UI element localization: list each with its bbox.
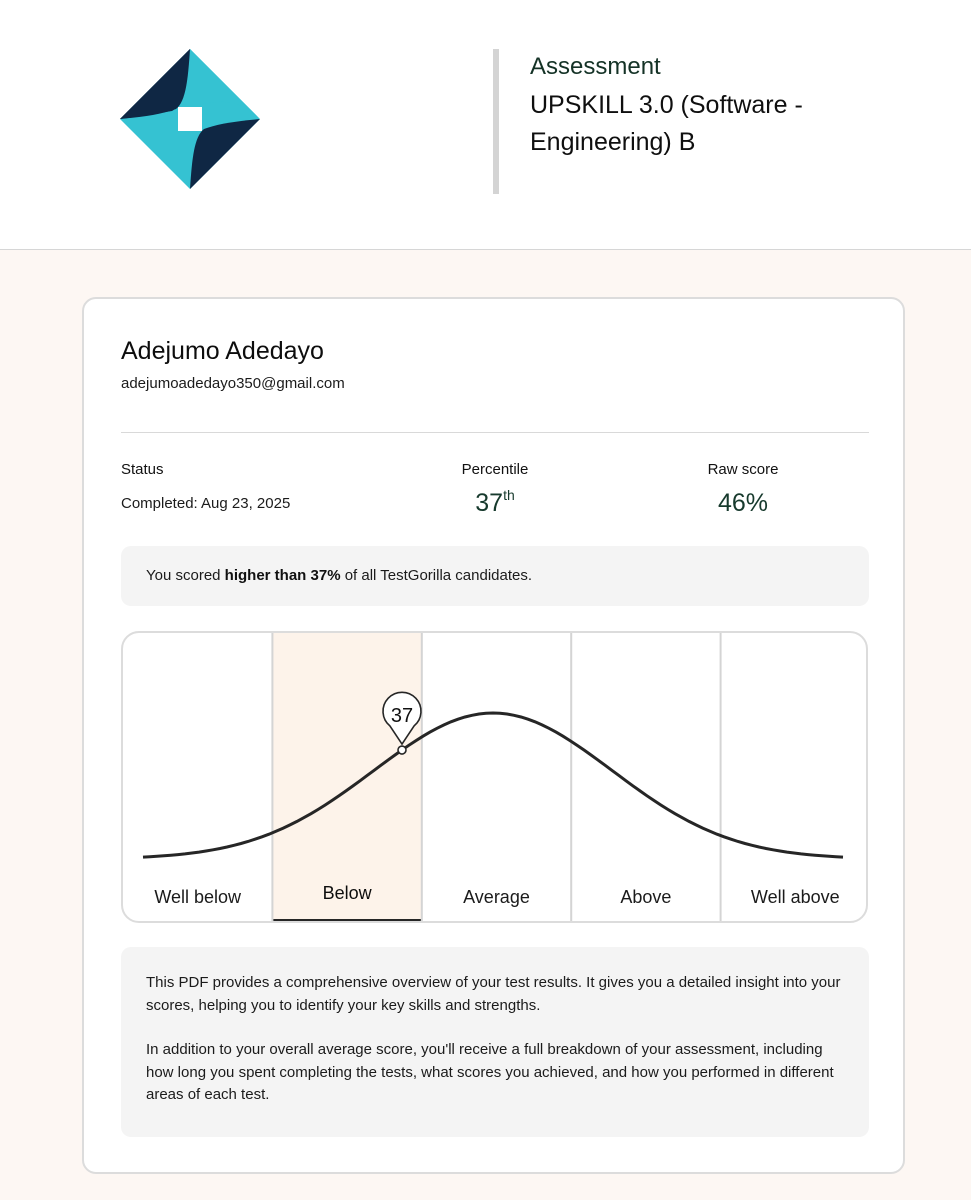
description-paragraph-1: This PDF provides a comprehensive overview of your test results. It gives you a detailed insight into your scores, helping you to identify your key skills and strengths. — [146, 974, 841, 1014]
highlighted-band-underline — [272, 919, 421, 923]
percentile-value — [412, 489, 578, 518]
candidate-email: adejumoadedayo350@gmail.com — [121, 375, 345, 392]
assessment-label: Assessment — [530, 53, 661, 80]
band-label-above: Above — [620, 887, 672, 907]
band-label-below: Below — [322, 883, 372, 903]
section-divider — [121, 432, 869, 433]
band-label-well-above: Well above — [750, 887, 840, 907]
report-description — [121, 947, 869, 1137]
raw-score-label: Raw score — [707, 461, 779, 478]
status-label: Status — [121, 461, 164, 478]
percentile-number: 37 — [475, 489, 504, 517]
notice-highlight: higher than 37% — [224, 567, 341, 584]
raw-score-value: 46% — [717, 489, 769, 517]
assessment-title: UPSKILL 3.0 (Software - Engineering) B — [530, 91, 803, 156]
percentile-marker-label: 37 — [390, 705, 414, 728]
distribution-chart — [121, 631, 868, 923]
percentile-label: Percentile — [461, 461, 529, 478]
percentile-notice — [121, 546, 869, 606]
notice-suffix: of all TestGorilla candidates. — [340, 567, 533, 584]
band-label-well-below: Well below — [154, 887, 242, 907]
notice-prefix: You scored — [146, 567, 225, 584]
highlighted-band — [272, 633, 421, 923]
candidate-name: Adejumo Adedayo — [121, 337, 324, 365]
distribution-chart-svg — [123, 633, 868, 923]
band-label-average: Average — [463, 887, 530, 907]
description-paragraph-2: In addition to your overall average score, you'll receive a full breakdown of your assessment, including how long you spent completing the tests, what scores you achieved, and how you performed in different areas of each test. — [146, 1041, 834, 1103]
percentile-marker-dot — [398, 746, 406, 754]
header-divider — [493, 49, 499, 194]
report-header — [0, 0, 971, 250]
status-value: Completed: Aug 23, 2025 — [121, 495, 291, 512]
distribution-curve — [143, 713, 843, 857]
percentile-suffix: th — [503, 487, 515, 503]
testgorilla-diamond-logo-icon — [120, 49, 260, 189]
result-card — [82, 297, 905, 1174]
